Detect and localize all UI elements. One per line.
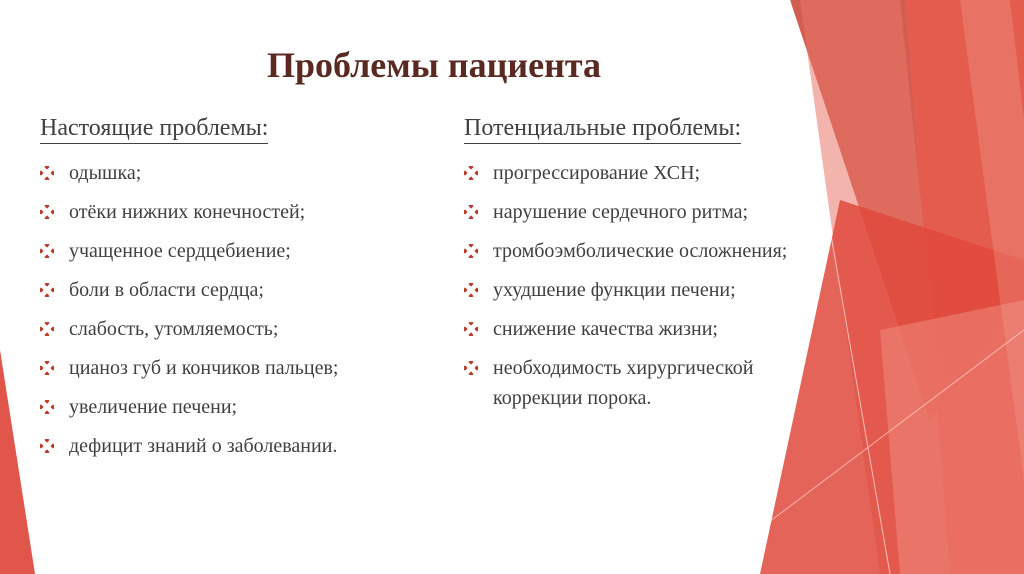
diamond-bullet-icon bbox=[464, 244, 478, 258]
left-problem-item bbox=[40, 236, 410, 266]
left-problem-item bbox=[40, 197, 410, 227]
right-problem-item bbox=[464, 158, 836, 188]
potential-problems-list bbox=[464, 158, 836, 413]
diamond-bullet-icon bbox=[464, 166, 478, 180]
problem-text: необходимость хирургической коррекции порока. bbox=[493, 357, 754, 409]
diamond-bullet-icon bbox=[464, 361, 478, 375]
problem-text: прогрессирование ХСН; bbox=[493, 162, 701, 184]
problem-text: дефицит знаний о заболевании. bbox=[69, 435, 338, 457]
diamond-bullet-icon bbox=[40, 283, 54, 297]
problem-text: учащенное сердцебиение; bbox=[69, 240, 291, 262]
slide-title: Проблемы пациента bbox=[266, 45, 601, 85]
right-problem-item bbox=[464, 353, 836, 413]
diamond-bullet-icon bbox=[464, 283, 478, 297]
problem-text: увеличение печени; bbox=[69, 396, 238, 418]
diamond-bullet-icon bbox=[40, 166, 54, 180]
left-problem-item bbox=[40, 275, 410, 305]
current-problems-heading: Настоящие проблемы: bbox=[40, 114, 268, 144]
right-problem-item bbox=[464, 275, 836, 305]
left-problem-item bbox=[40, 353, 410, 383]
problem-text: снижение качества жизни; bbox=[493, 318, 718, 340]
right-problem-item bbox=[464, 236, 836, 266]
left-problem-item bbox=[40, 314, 410, 344]
right-problem-item bbox=[464, 197, 836, 227]
diamond-bullet-icon bbox=[40, 439, 54, 453]
diamond-bullet-icon bbox=[40, 361, 54, 375]
problem-text: тромбоэмболические осложнения; bbox=[493, 240, 788, 262]
problem-text: ухудшение функции печени; bbox=[493, 279, 736, 301]
left-problem-item bbox=[40, 392, 410, 422]
left-problem-item bbox=[40, 431, 410, 461]
current-problems-list bbox=[40, 158, 410, 461]
right-problem-item bbox=[464, 314, 836, 344]
diamond-bullet-icon bbox=[40, 244, 54, 258]
potential-problems-heading: Потенциальные проблемы: bbox=[464, 114, 741, 144]
diamond-bullet-icon bbox=[464, 322, 478, 336]
problem-text: боли в области сердца; bbox=[69, 279, 264, 301]
diamond-bullet-icon bbox=[464, 205, 478, 219]
diamond-bullet-icon bbox=[40, 322, 54, 336]
problem-text: слабость, утомляемость; bbox=[69, 318, 279, 340]
current-problems-column bbox=[40, 114, 410, 470]
problem-text: отёки нижних конечностей; bbox=[69, 201, 306, 223]
diamond-bullet-icon bbox=[40, 400, 54, 414]
diamond-bullet-icon bbox=[40, 205, 54, 219]
problem-text: одышка; bbox=[69, 162, 142, 184]
problem-text: цианоз губ и кончиков пальцев; bbox=[69, 357, 339, 379]
problem-text: нарушение сердечного ритма; bbox=[493, 201, 749, 223]
potential-problems-column bbox=[464, 114, 836, 422]
left-problem-item bbox=[40, 158, 410, 188]
